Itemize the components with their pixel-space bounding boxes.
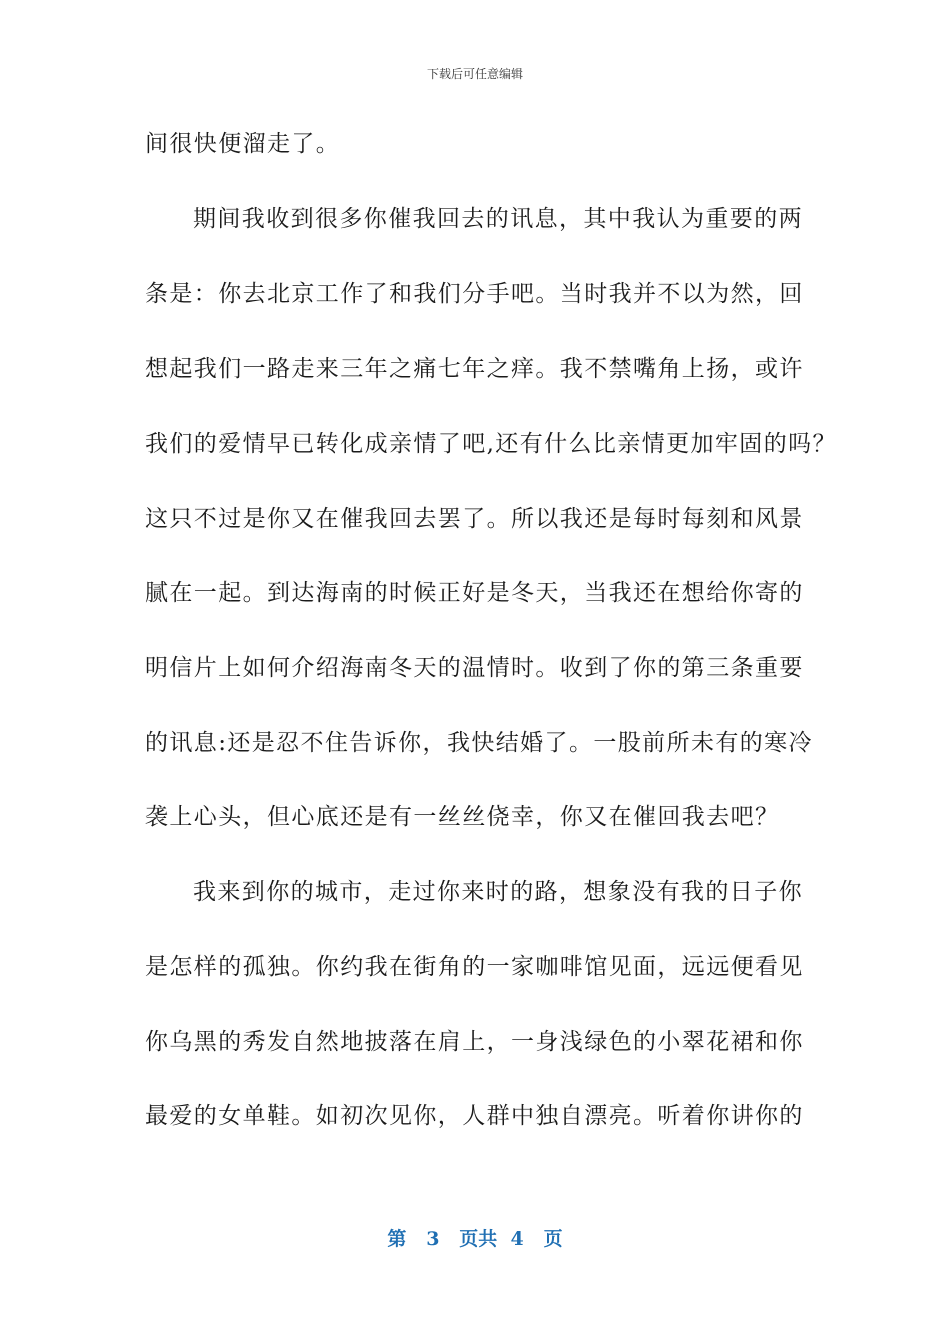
page-header: 下载后可任意编辑 <box>426 67 523 81</box>
page-number-footer <box>0 1226 950 1252</box>
text-line: 是怎样的孤独。你约我在街角的一家咖啡馆见面，远远便看见 <box>145 954 804 980</box>
text-line: 我们的爱情早已转化成亲情了吧,还有什么比亲情更加牢固的吗？ <box>145 431 837 457</box>
text-line: 这只不过是你又在催我回去罢了。所以我还是每时每刻和风景 <box>145 506 804 532</box>
text-line: 我来到你的城市，走过你来时的路，想象没有我的日子你 <box>193 879 803 905</box>
text-line: 最爱的女单鞋。如初次见你，人群中独自漂亮。听着你讲你的 <box>145 1103 804 1129</box>
page-label-middle: 页共 <box>459 1228 498 1250</box>
text-line: 袭上心头，但心底还是有一丝丝侥幸，你又在催回我去吧？ <box>145 804 780 830</box>
text-line: 期间我收到很多你催我回去的讯息，其中我认为重要的两 <box>193 206 803 232</box>
text-line: 的讯息:还是忍不住告诉你，我快结婚了。一股前所未有的寒冷 <box>145 730 813 756</box>
page-label-suffix: 页 <box>543 1228 563 1250</box>
text-line: 条是：你去北京工作了和我们分手吧。当时我并不以为然，回 <box>145 281 804 307</box>
text-line: 你乌黑的秀发自然地披落在肩上，一身浅绿色的小翠花裙和你 <box>145 1029 804 1055</box>
total-pages-number: 4 <box>510 1228 524 1250</box>
page-label-prefix: 第 <box>387 1228 407 1250</box>
text-line: 明信片上如何介绍海南冬天的温情时。收到了你的第三条重要 <box>145 655 804 681</box>
text-line: 想起我们一路走来三年之痛七年之痒。我不禁嘴角上扬，或许 <box>145 356 804 382</box>
text-line: 间很快便溜走了。 <box>145 131 341 157</box>
current-page-number: 3 <box>426 1228 440 1250</box>
text-line: 腻在一起。到达海南的时候正好是冬天，当我还在想给你寄的 <box>145 580 804 606</box>
